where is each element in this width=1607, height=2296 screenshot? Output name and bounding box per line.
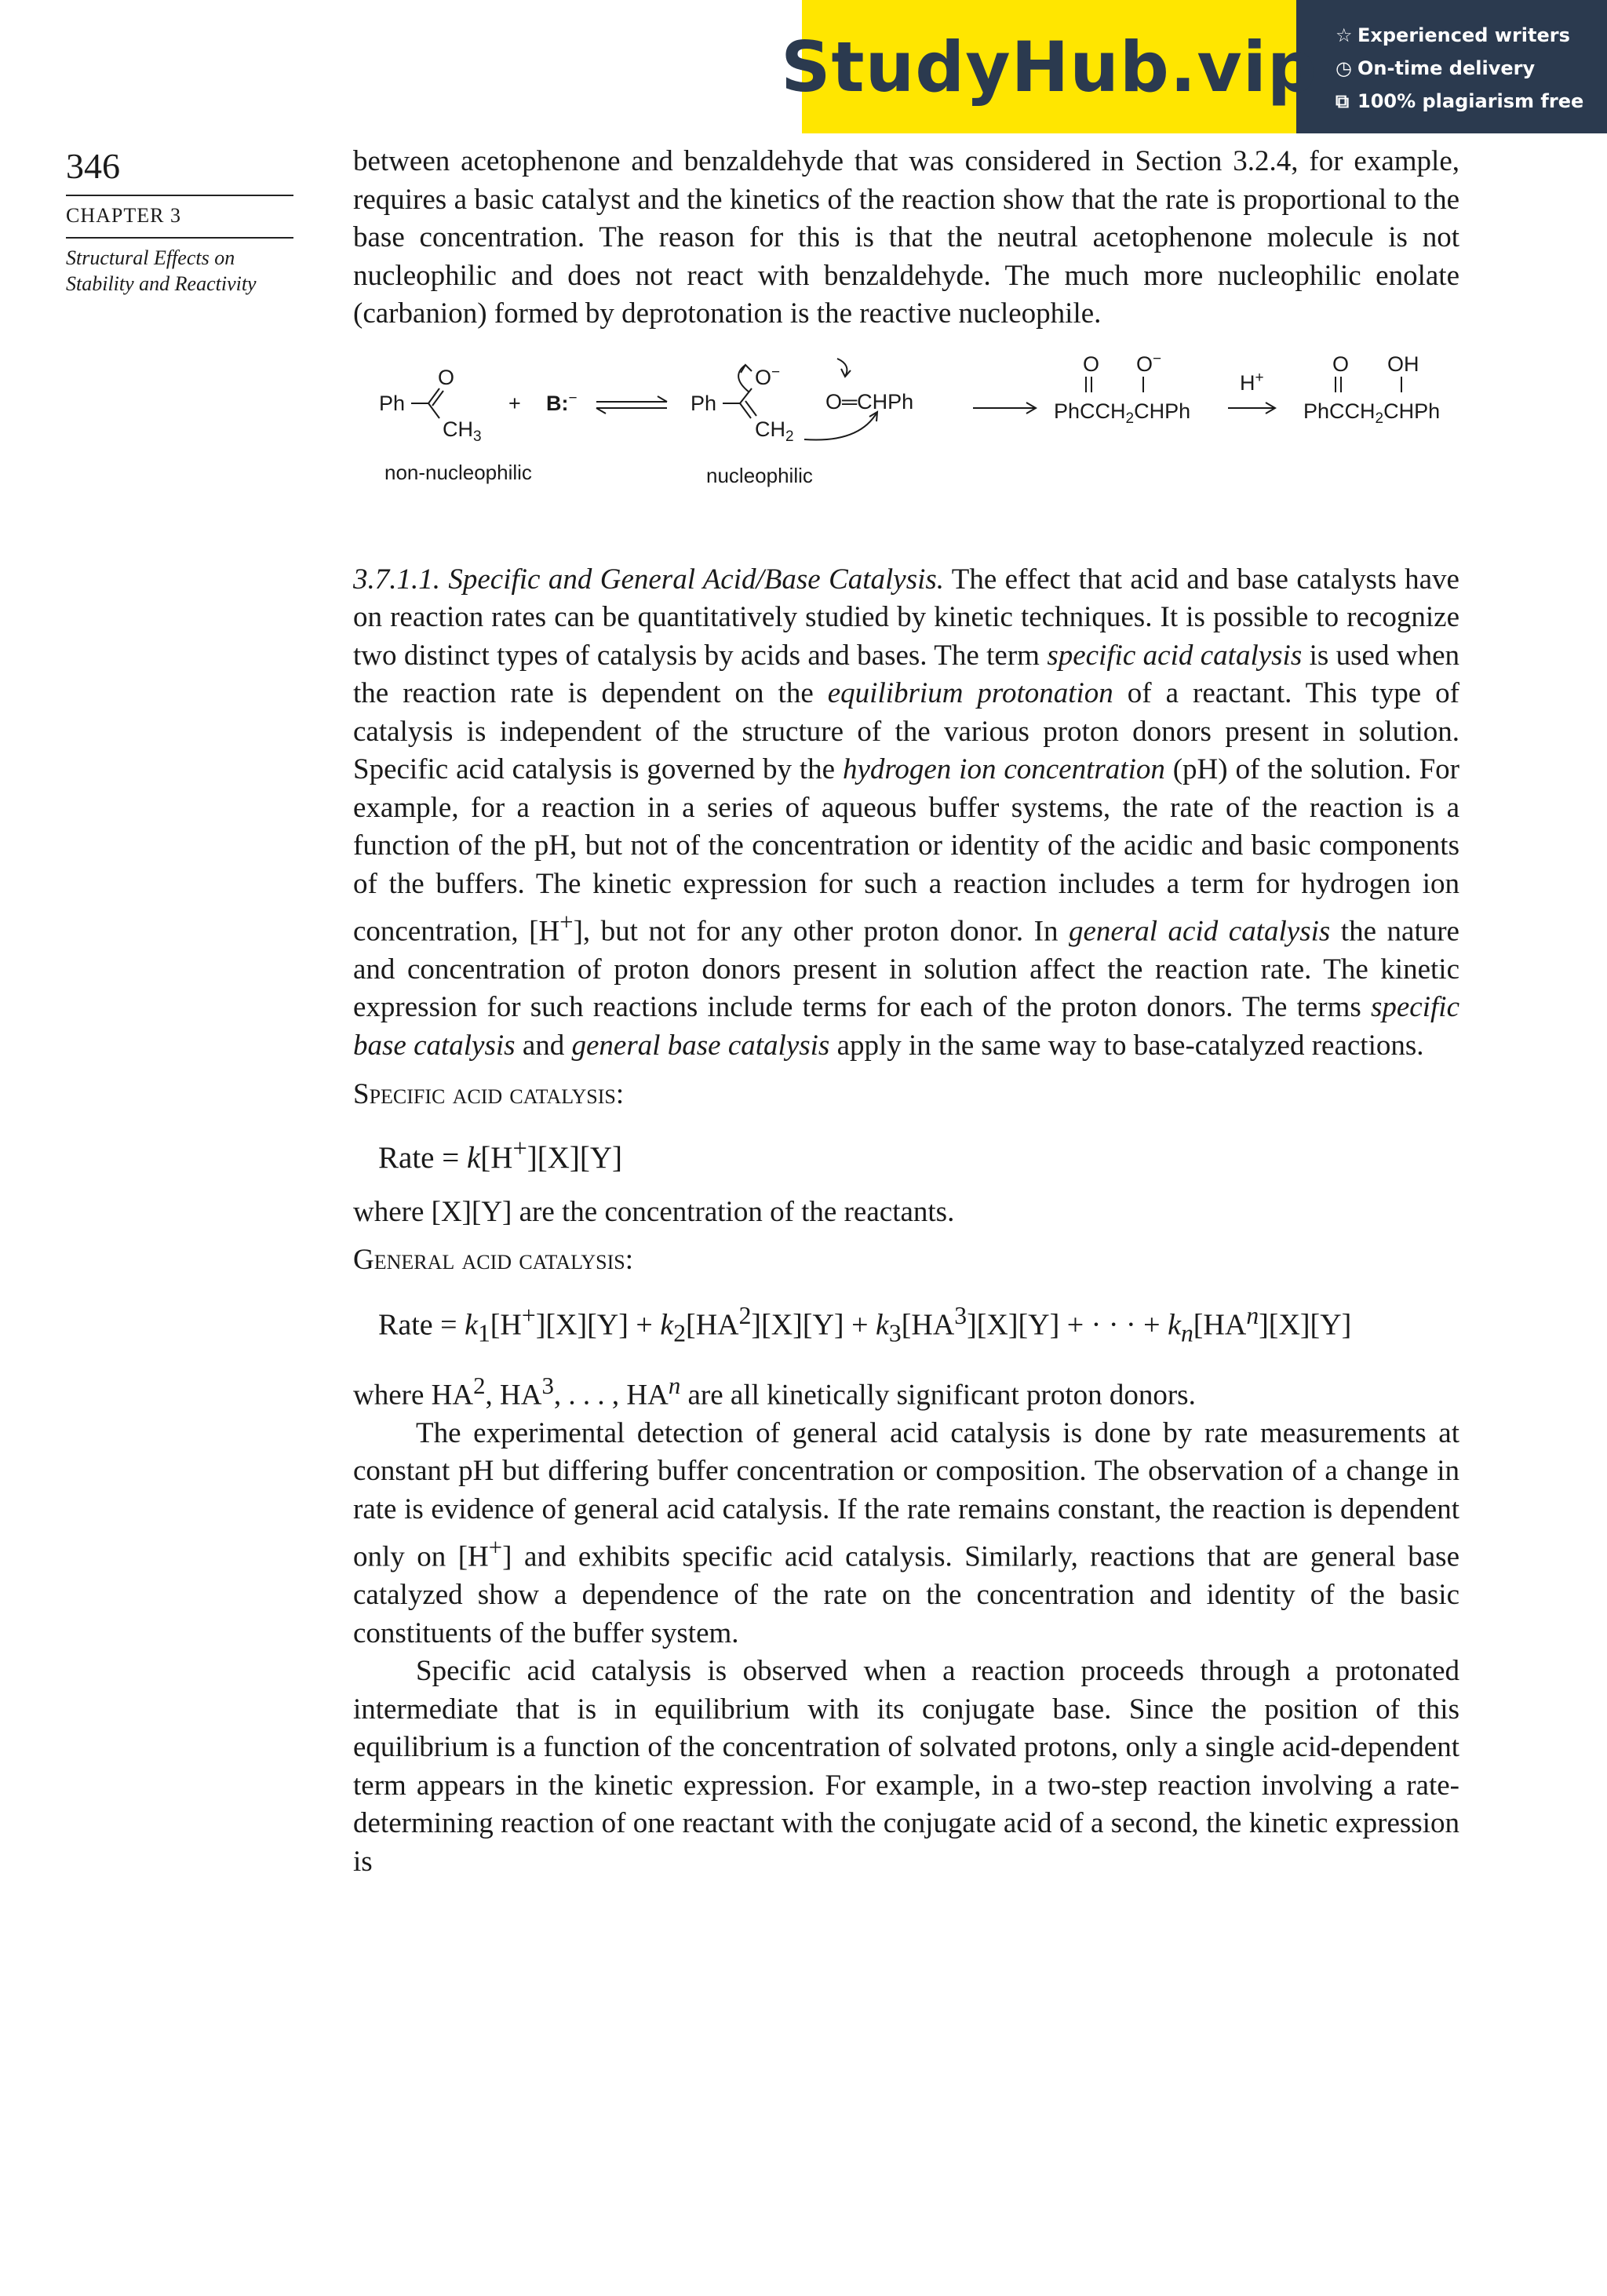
- section-title: 3.7.1.1. Specific and General Acid/Base Catalysis.: [353, 563, 945, 596]
- enolate-o-minus: O−: [755, 363, 781, 389]
- general-acid-where: where $HA^2$, $HA^3$, . . . , $HA^n$ are all kinetically significant proton donors.: [353, 1372, 1196, 1412]
- chapter-subtitle: Structural Effects on Stability and Reactivity: [66, 246, 257, 295]
- specific-acid-equation: Rate = k[H+][X][Y]: [378, 1135, 623, 1175]
- intro-paragraph: between acetophenone and benzaldehyde that was considered in Section 3.2.4, for example, requires a basic catalyst and the kinetics of the reaction show that the rate is proportional to the base concentration. The reason for this is that the neutral acetophenone molecule is not nucleophilic and does not react with benzaldehyde. The much more nucleophilic enolate (carbanion) formed by deprotonation is the reactive nucleophile.: [353, 145, 1459, 330]
- copy-icon: ⧉: [1336, 90, 1350, 112]
- section-paragraph: 3.7.1.1. Specific and General Acid/Base Catalysis. The effect that acid and base catalysts have on reaction rates can be quantitatively studied by kinetic techniques. It is possible to recognize two distinct types of catalysis by acids and bases. The term specific acid catalysis is used when the reaction rate is dependent on the equilibrium protonation of a reactant. This type of catalysis is independent of the structure of the various proton donors present in solution. Specific acid catalysis is governed by the hydrogen ion concentration (pH) of the solution. For example, for a reaction in a series of aqueous buffer systems, the rate of the reaction is a function of the pH, but not of the concentration or identity of the acidic and basic components of the buffers. The kinetic expression for such a reaction includes a term for hydrogen ion concentration, [H+], but not for any other proton donor. In general acid catalysis the nature and concentration of proton donors present in solution affect the reaction rate. The kinetic expression for such reactions include terms for each of the proton donors. The terms specific base catalysis and general base catalysis apply in the same way to base-catalyzed reactions.: [353, 563, 1459, 1062]
- specific-catalysis-paragraph: Specific acid catalysis is observed when a reaction proceeds through a protonated intermediate that is in equilibrium with its conjugate base. Since the position of this equilibrium is a function of the concentration of solvated protons, only a single acid-dependent term appears in the kinetic expression. For example, in a two-step reaction involving a rate-determining reaction of one reactant with the conjugate acid of a second, the kinetic expression is: [353, 1655, 1459, 1878]
- main-text: [353, 143, 1459, 1881]
- product1-o: O: [1083, 352, 1100, 376]
- clock-icon: ◷: [1336, 57, 1352, 79]
- product1-formula: PhCCH$_2$CHPh: [1054, 399, 1191, 427]
- label-non-nucleophilic: non-nucleophilic: [384, 460, 532, 484]
- acetophenone-ph: Ph: [379, 391, 406, 415]
- studyhub-banner[interactable]: [781, 0, 1607, 133]
- acetophenone-ch3: $CH_3$: [443, 417, 482, 445]
- page-number: 346: [66, 146, 120, 186]
- feature-plagiarism-free: ⧉ 100% plagiarism free: [1336, 85, 1602, 118]
- product2-o: O: [1332, 352, 1350, 376]
- chapter-label: CHAPTER 3: [66, 204, 181, 227]
- specific-acid-where: where [X][Y] are the concentration of the reactants.: [353, 1196, 955, 1229]
- base: B:−: [546, 389, 578, 415]
- plus-sign: +: [508, 391, 521, 415]
- detection-paragraph: The experimental detection of general acid catalysis is done by rate measurements at constant pH but differing buffer concentration or composition. The observation of a change in rate is evidence of general acid catalysis. If the rate remains constant, the reaction is dependent only on [H+] and exhibits specific acid catalysis. Similarly, reactions that are general base catalyzed show a dependence of the rate on the concentration and identity of the basic constituents of the buffer system.: [353, 1416, 1459, 1649]
- feature-experienced-writers: ☆ Experienced writers: [1336, 19, 1602, 52]
- product2-formula: PhCCH$_2$CHPh: [1303, 399, 1441, 427]
- general-acid-equation: Rate = $k_1[H^+][X][Y] + k_2[HA^2][X][Y] + k_3[HA^3][X][Y]$ + · · · + $k_n[HA^n][X][Y]$: [378, 1301, 1352, 1347]
- product2-oh: OH: [1387, 352, 1419, 376]
- logo-text: StudyHub.vip: [781, 26, 1317, 108]
- studyhub-logo[interactable]: [781, 0, 1317, 133]
- page-sidebar: [66, 143, 293, 297]
- acetophenone-o: O: [438, 365, 455, 389]
- h-plus: H+: [1240, 369, 1264, 395]
- reaction-scheme: [353, 333, 1459, 561]
- general-acid-heading: General acid catalysis:: [353, 1243, 634, 1276]
- star-icon: ☆: [1336, 24, 1353, 46]
- benzaldehyde: O═CHPh: [825, 389, 914, 414]
- enolate-ch2: $CH_2$: [755, 417, 794, 445]
- specific-acid-heading: Specific acid catalysis:: [353, 1078, 625, 1111]
- banner-features: [1336, 19, 1602, 118]
- product1-o-minus: O−: [1136, 350, 1162, 376]
- label-nucleophilic: nucleophilic: [706, 463, 813, 487]
- reaction-scheme-svg: [353, 333, 1459, 561]
- enolate-ph: Ph: [691, 391, 717, 415]
- feature-on-time-delivery: ◷ On-time delivery: [1336, 52, 1602, 85]
